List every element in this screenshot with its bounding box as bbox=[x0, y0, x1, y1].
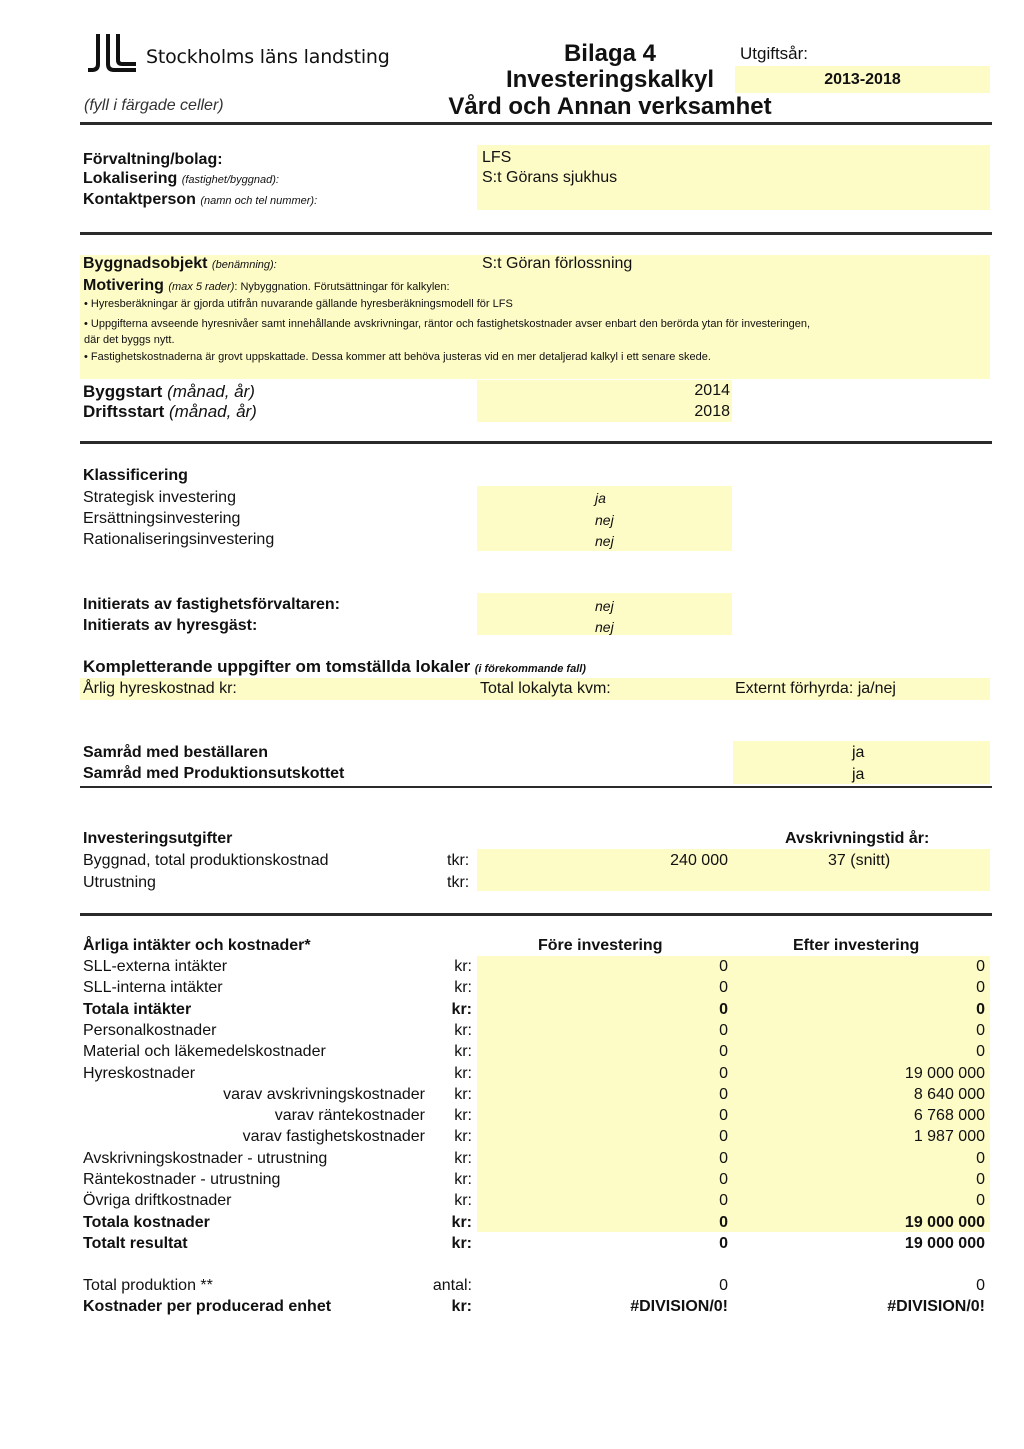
divider bbox=[80, 232, 992, 235]
utrustning-unit: tkr: bbox=[447, 874, 470, 891]
byggnadsobjekt-label: Byggnadsobjekt bbox=[83, 255, 208, 272]
row-fore-value[interactable]: 0 bbox=[719, 1043, 728, 1060]
row-fore-value: 0 bbox=[719, 1214, 728, 1231]
lokalyta-label[interactable]: Total lokalyta kvm: bbox=[480, 680, 611, 697]
per-enhet-efter: #DIVISION/0! bbox=[887, 1298, 985, 1315]
byggnad-field[interactable]: 240 000 bbox=[670, 852, 728, 869]
samrad-produktion-field[interactable]: ja bbox=[852, 766, 865, 783]
kontakt-label: Kontaktperson bbox=[83, 191, 196, 208]
byggnad-label: Byggnad, total produktionskostnad bbox=[83, 852, 329, 869]
samrad-bestallare-label: Samråd med beställaren bbox=[83, 744, 268, 761]
motivering-row bbox=[83, 277, 450, 295]
logo bbox=[88, 30, 390, 80]
byggstart-field[interactable]: 2014 bbox=[694, 382, 730, 399]
driftsstart-hint: (månad, år) bbox=[168, 402, 257, 421]
initierats-forvaltare-label: Initierats av fastighetsförvaltaren: bbox=[83, 596, 340, 613]
produktion-label: Total produktion ** bbox=[83, 1277, 213, 1294]
kontakt-field[interactable] bbox=[482, 189, 982, 207]
per-enhet-fore: #DIVISION/0! bbox=[630, 1298, 728, 1315]
sll-logo-icon bbox=[88, 32, 140, 76]
divider bbox=[80, 913, 992, 916]
produktion-fore[interactable]: 0 bbox=[719, 1277, 728, 1294]
row-unit: kr: bbox=[454, 1192, 472, 1209]
motivering-hint: (max 5 rader) bbox=[168, 281, 235, 293]
page-subtitle: Vård och Annan verksamhet bbox=[448, 93, 772, 120]
row-label: Material och läkemedelskostnader bbox=[83, 1043, 326, 1060]
utrustning-label: Utrustning bbox=[83, 874, 156, 891]
komplett-hint: (i förekommande fall) bbox=[474, 663, 586, 675]
arliga-heading: Årliga intäkter och kostnader* bbox=[83, 937, 311, 954]
divider bbox=[80, 441, 992, 444]
motivering-bullet[interactable]: • Uppgifterna avseende hyresnivåer samt innehållande avskrivningar, räntor och fastighetskostnader avser enbart den berörda ytan för investeringen, bbox=[84, 318, 810, 330]
row-unit: kr: bbox=[454, 1043, 472, 1060]
lokalisering-hint: (fastighet/byggnad): bbox=[181, 174, 279, 186]
klass-value[interactable]: ja bbox=[595, 490, 606, 506]
row-fore-value[interactable]: 0 bbox=[719, 1086, 728, 1103]
org-name: Stockholms läns landsting bbox=[146, 46, 390, 68]
byggnad-avskr-field[interactable]: 37 (snitt) bbox=[828, 852, 891, 869]
row-unit: kr: bbox=[454, 1107, 472, 1124]
invest-bg bbox=[477, 849, 990, 891]
utgiftsar-label: Utgiftsår: bbox=[740, 44, 809, 63]
row-efter-value: 19 000 000 bbox=[904, 1235, 985, 1252]
driftsstart-field[interactable]: 2018 bbox=[694, 403, 730, 420]
per-enhet-unit: kr: bbox=[451, 1298, 472, 1315]
row-label: Hyreskostnader bbox=[83, 1065, 196, 1082]
forhyrda-label[interactable]: Externt förhyrda: ja/nej bbox=[735, 680, 896, 697]
row-label: Räntekostnader - utrustning bbox=[83, 1171, 281, 1188]
byggnadsobjekt-field[interactable]: S:t Göran förlossning bbox=[482, 255, 633, 272]
row-fore-value[interactable]: 0 bbox=[719, 958, 728, 975]
hyreskostnad-label[interactable]: Årlig hyreskostnad kr: bbox=[83, 680, 237, 697]
klass-value[interactable]: nej bbox=[595, 512, 614, 528]
row-unit: kr: bbox=[454, 1065, 472, 1082]
motivering-bullet[interactable]: där det byggs nytt. bbox=[84, 334, 175, 346]
row-efter-value[interactable]: 0 bbox=[976, 1171, 985, 1188]
row-unit: kr: bbox=[451, 1001, 472, 1018]
produktion-efter[interactable]: 0 bbox=[976, 1277, 985, 1294]
utgiftsar-field[interactable]: 2013-2018 bbox=[735, 66, 990, 93]
row-label: SLL-interna intäkter bbox=[83, 979, 223, 996]
col-efter-heading: Efter investering bbox=[793, 937, 920, 954]
invest-heading: Investeringsutgifter bbox=[83, 830, 233, 847]
row-fore-value[interactable]: 0 bbox=[719, 979, 728, 996]
motivering-bullet[interactable]: • Fastighetskostnaderna är grovt uppskattade. Dessa kommer att behöva justeras vid en mer detaljerad kalkyl i ett senare skede. bbox=[84, 351, 711, 363]
klassificering-heading: Klassificering bbox=[83, 467, 188, 484]
row-unit: kr: bbox=[454, 958, 472, 975]
row-fore-value: 0 bbox=[719, 1001, 728, 1018]
row-efter-value[interactable]: 0 bbox=[976, 1043, 985, 1060]
row-efter-value[interactable]: 0 bbox=[976, 979, 985, 996]
divider bbox=[80, 122, 992, 125]
row-label: Övriga driftkostnader bbox=[83, 1192, 232, 1209]
byggstart-label: Byggstart bbox=[83, 382, 163, 401]
motivering-intro: : Nybyggnation. Förutsättningar för kalkylen: bbox=[234, 281, 450, 293]
row-efter-value: 19 000 000 bbox=[904, 1214, 985, 1231]
forvaltning-field[interactable]: LFS bbox=[482, 149, 512, 166]
row-fore-value[interactable]: 0 bbox=[719, 1128, 728, 1145]
produktion-unit: antal: bbox=[432, 1277, 472, 1294]
row-unit: kr: bbox=[454, 1022, 472, 1039]
row-efter-value[interactable]: 0 bbox=[976, 1022, 985, 1039]
row-label: varav avskrivningskostnader bbox=[223, 1086, 425, 1103]
row-efter-value[interactable]: 19 000 000 bbox=[904, 1065, 985, 1082]
samrad-bestallare-field[interactable]: ja bbox=[852, 744, 865, 761]
fill-note: (fyll i färgade celler) bbox=[84, 97, 224, 114]
row-unit: kr: bbox=[454, 1171, 472, 1188]
col-fore-heading: Före investering bbox=[538, 937, 663, 954]
row-efter-value[interactable]: 1 987 000 bbox=[913, 1128, 985, 1145]
lokalisering-label: Lokalisering bbox=[83, 170, 178, 187]
komplett-row bbox=[83, 657, 586, 677]
lokalisering-row bbox=[83, 170, 279, 188]
lokalisering-field[interactable]: S:t Görans sjukhus bbox=[482, 169, 618, 186]
row-label: Personalkostnader bbox=[83, 1022, 217, 1039]
initierats-hyresgast-label: Initierats av hyresgäst: bbox=[83, 617, 258, 634]
row-fore-value[interactable]: 0 bbox=[719, 1171, 728, 1188]
row-fore-value[interactable]: 0 bbox=[719, 1107, 728, 1124]
klass-label: Strategisk investering bbox=[83, 489, 236, 506]
initierats-hyresgast-field[interactable]: nej bbox=[595, 619, 614, 635]
motivering-label: Motivering bbox=[83, 277, 164, 294]
klass-label: Rationaliseringsinvestering bbox=[83, 531, 275, 548]
byggnadsobjekt-hint: (benämning): bbox=[211, 259, 277, 271]
byggnad-unit: tkr: bbox=[447, 852, 470, 869]
kontakt-row bbox=[83, 191, 317, 209]
row-label: varav fastighetskostnader bbox=[242, 1128, 425, 1145]
row-label: Totala intäkter bbox=[83, 1001, 192, 1018]
row-efter-value[interactable]: 8 640 000 bbox=[913, 1086, 985, 1103]
row-unit: kr: bbox=[451, 1214, 472, 1231]
row-label: SLL-externa intäkter bbox=[83, 958, 228, 975]
row-efter-value[interactable]: 0 bbox=[976, 1150, 985, 1167]
komplett-heading: Kompletterande uppgifter om tomställda lokaler bbox=[83, 657, 471, 676]
row-fore-value[interactable]: 0 bbox=[719, 1150, 728, 1167]
per-enhet-label: Kostnader per producerad enhet bbox=[83, 1298, 332, 1315]
row-efter-value[interactable]: 0 bbox=[976, 958, 985, 975]
byggnadsobjekt-row bbox=[83, 255, 277, 273]
row-label: varav räntekostnader bbox=[274, 1107, 425, 1124]
divider bbox=[80, 786, 992, 788]
driftsstart-row bbox=[83, 402, 257, 422]
klass-value[interactable]: nej bbox=[595, 533, 614, 549]
row-unit: kr: bbox=[454, 1150, 472, 1167]
row-unit: kr: bbox=[454, 979, 472, 996]
byggstart-hint: (månad, år) bbox=[167, 382, 255, 401]
row-efter-value[interactable]: 0 bbox=[976, 1192, 985, 1209]
initierats-forvaltare-field[interactable]: nej bbox=[595, 598, 614, 614]
avskr-heading: Avskrivningstid år: bbox=[785, 830, 930, 847]
samrad-produktion-label: Samråd med Produktionsutskottet bbox=[83, 765, 345, 782]
byggstart-row bbox=[83, 382, 255, 402]
row-fore-value[interactable]: 0 bbox=[719, 1022, 728, 1039]
forvaltning-label: Förvaltning/bolag: bbox=[83, 151, 223, 168]
row-efter-value: 0 bbox=[976, 1001, 985, 1018]
driftsstart-label: Driftsstart bbox=[83, 402, 165, 421]
row-unit: kr: bbox=[454, 1128, 472, 1145]
klass-label: Ersättningsinvestering bbox=[83, 510, 241, 527]
row-fore-value[interactable]: 0 bbox=[719, 1192, 728, 1209]
motivering-bullet[interactable]: • Hyresberäkningar är gjorda utifrån nuvarande gällande hyresberäkningsmodell för LFS bbox=[84, 298, 513, 310]
bilaga-label: Bilaga 4 bbox=[563, 40, 657, 67]
row-efter-value[interactable]: 6 768 000 bbox=[913, 1107, 985, 1124]
kontakt-hint: (namn och tel nummer): bbox=[200, 195, 318, 207]
row-label: Totala kostnader bbox=[83, 1214, 210, 1231]
row-fore-value[interactable]: 0 bbox=[719, 1065, 728, 1082]
row-label: Avskrivningskostnader - utrustning bbox=[83, 1150, 328, 1167]
row-fore-value: 0 bbox=[719, 1235, 728, 1252]
row-unit: kr: bbox=[451, 1235, 472, 1252]
page-title: Investeringskalkyl bbox=[505, 66, 715, 93]
row-label: Totalt resultat bbox=[83, 1235, 188, 1252]
row-unit: kr: bbox=[454, 1086, 472, 1103]
